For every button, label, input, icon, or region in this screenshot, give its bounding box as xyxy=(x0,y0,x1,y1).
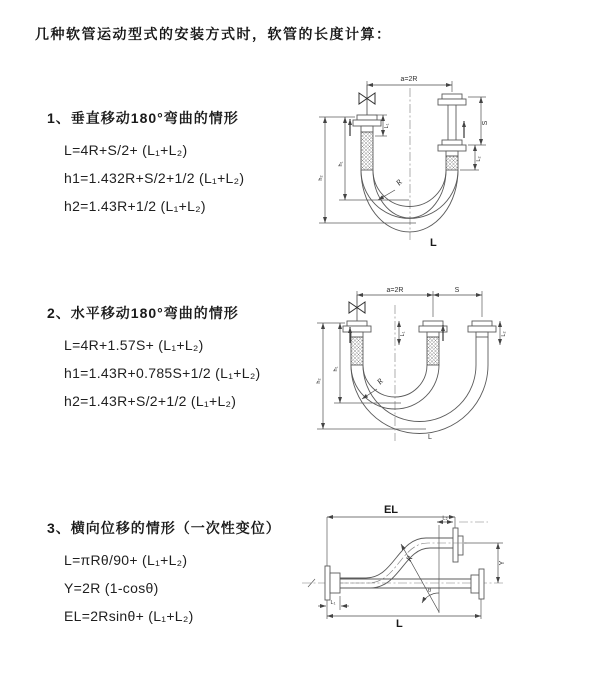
dim-l1-label: L₁ xyxy=(330,600,336,606)
right-flange-stack xyxy=(438,94,466,170)
section-1-heading: 1、垂直移动180°弯曲的情形 xyxy=(47,110,239,126)
displaced-flange xyxy=(453,528,463,562)
dim-h1-label: h₁ xyxy=(338,161,344,167)
dim-a2r-label: a=2R xyxy=(386,287,404,294)
formula-h2: h2=1.43R+1/2 (L₁+L₂) xyxy=(64,198,206,214)
formula-length: L=4R+1.57S+ (L₁+L₂) xyxy=(64,337,204,353)
dim-s-label: S xyxy=(482,120,489,126)
dim-s-label: S xyxy=(454,287,460,294)
diagram-lateral-displacement xyxy=(296,500,596,645)
formula-el: EL=2Rsinθ+ (L₁+L₂) xyxy=(64,608,194,624)
angle-arc xyxy=(422,593,439,603)
dim-l2-label: L₂ xyxy=(442,515,448,522)
dim-h2-label: h₂ xyxy=(316,378,322,384)
radius-label: R xyxy=(394,177,404,188)
formula-length: L=πRθ/90+ (L₁+L₂) xyxy=(64,552,188,568)
dim-y-label: Y xyxy=(499,560,506,566)
formula-h1: h1=1.43R+0.785S+1/2 (L₁+L₂) xyxy=(64,365,261,381)
dim-l1-label: L₁ xyxy=(400,331,406,337)
flange-1 xyxy=(343,321,371,365)
page-title: 几种软管运动型式的安装方式时，软管的长度计算： xyxy=(35,26,392,42)
formula-h2: h2=1.43R+S/2+1/2 (L₁+L₂) xyxy=(64,393,237,409)
left-flange xyxy=(325,566,340,600)
left-flange xyxy=(353,115,381,170)
dim-l2-label: L₂ xyxy=(476,156,482,162)
dim-el-label: EL xyxy=(383,504,399,516)
section-horizontal-movement xyxy=(47,303,307,415)
section-2-heading: 2、水平移动180°弯曲的情形 xyxy=(47,305,239,321)
formula-h1: h1=1.432R+S/2+1/2 (L₁+L₂) xyxy=(64,170,245,186)
dim-l1-label: L₁ xyxy=(384,123,390,129)
dim-h2-label: h₂ xyxy=(318,175,324,181)
section-lateral-displacement xyxy=(47,518,307,630)
dim-l2-label: L₂ xyxy=(501,331,507,337)
dim-a2r-label: a=2R xyxy=(400,76,418,83)
formula-length: L=4R+S/2+ (L₁+L₂) xyxy=(64,142,188,158)
flange-3 xyxy=(468,321,496,365)
formula-y: Y=2R (1-cosθ) xyxy=(64,580,159,596)
section-3-heading: 3、横向位移的情形（一次性变位） xyxy=(47,520,281,536)
u-hose xyxy=(351,365,488,434)
braided-hose-right xyxy=(446,156,458,170)
angle-label: θ xyxy=(428,588,432,594)
dim-h1-label: h₁ xyxy=(333,366,339,372)
original-flange xyxy=(471,569,484,599)
radius-label: R xyxy=(375,376,385,387)
radius-label: R xyxy=(404,554,415,564)
braided-hose-2 xyxy=(427,337,439,365)
dim-l-label: L xyxy=(396,618,403,630)
braided-hose-1 xyxy=(351,337,363,365)
length-label: L xyxy=(428,434,432,441)
diagram-horizontal-180-bend xyxy=(306,281,581,456)
length-label: L xyxy=(430,237,437,249)
s-curve-hose xyxy=(340,538,468,588)
braided-hose-left xyxy=(361,132,373,170)
radius-leader xyxy=(362,389,377,399)
diagram-vertical-180-bend xyxy=(303,66,568,261)
section-vertical-movement xyxy=(47,108,307,220)
